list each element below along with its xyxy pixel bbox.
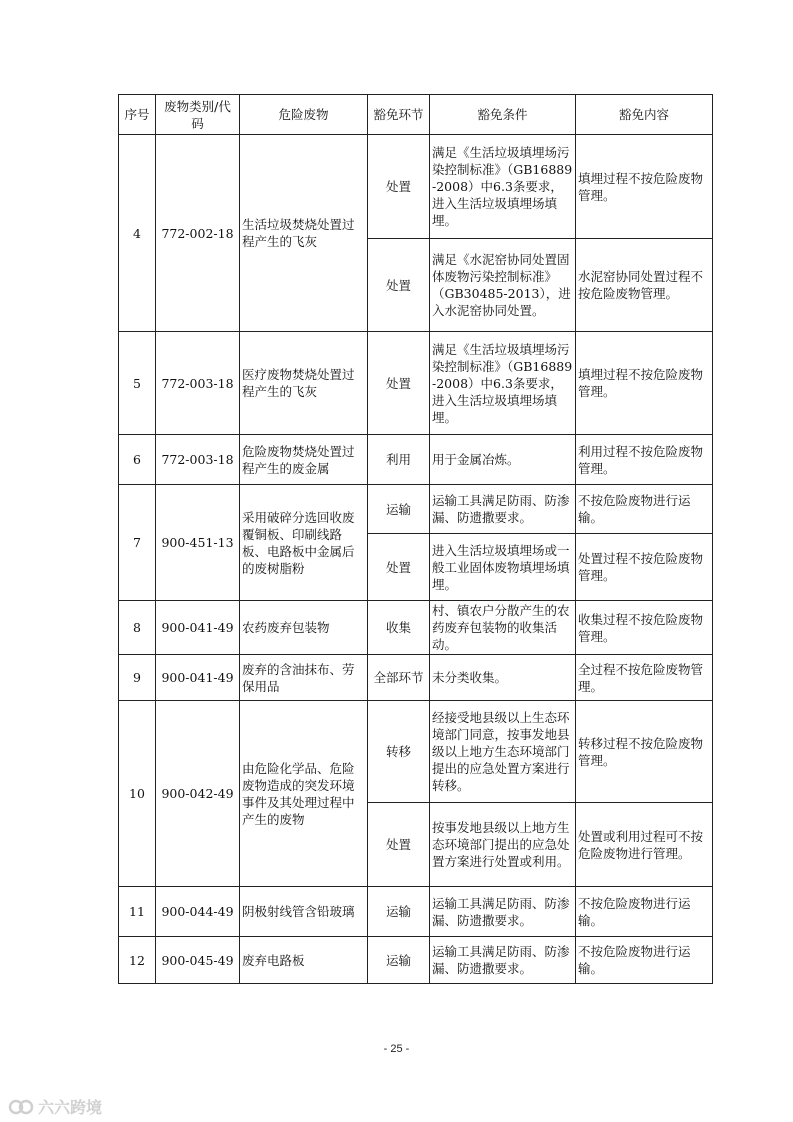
row-content: 全过程不按危险废物管理。 xyxy=(576,655,713,701)
header-row xyxy=(119,95,713,135)
row-code: 772-003-18 xyxy=(156,332,240,435)
row-content: 填埋过程不按危险废物管理。 xyxy=(576,135,713,239)
watermark-logo-icon xyxy=(8,1098,34,1116)
row-waste: 采用破碎分选回收废覆铜板、印刷线路板、电路板中金属后的废树脂粉 xyxy=(240,485,368,601)
table-row xyxy=(119,485,713,534)
row-no: 9 xyxy=(119,655,156,701)
row-waste: 废弃电路板 xyxy=(240,937,368,984)
watermark-text: 六六跨境 xyxy=(38,1098,103,1117)
row-waste: 阴极射线管含铅玻璃 xyxy=(240,887,368,937)
row-content: 转移过程不按危险废物管理。 xyxy=(576,701,713,803)
row-no: 7 xyxy=(119,485,156,601)
row-code: 900-041-49 xyxy=(156,655,240,701)
header-condition: 豁免条件 xyxy=(430,95,576,135)
exemption-table xyxy=(118,94,713,984)
row-condition: 运输工具满足防雨、防渗漏、防遗撒要求。 xyxy=(430,887,576,937)
row-stage: 处置 xyxy=(368,135,430,239)
row-stage: 处置 xyxy=(368,332,430,435)
row-no: 6 xyxy=(119,435,156,485)
row-condition: 满足《生活垃圾填埋场污染控制标准》（GB16889-2008）中6.3条要求，进入生活垃圾填埋场填埋。 xyxy=(430,332,576,435)
row-stage: 利用 xyxy=(368,435,430,485)
row-stage: 处置 xyxy=(368,239,430,332)
row-condition: 满足《水泥窑协同处置固体废物污染控制标准》（GB30485-2013），进入水泥窑协同处置。 xyxy=(430,239,576,332)
row-stage: 运输 xyxy=(368,887,430,937)
table-row xyxy=(119,937,713,984)
row-condition: 村、镇农户分散产生的农药废弃包装物的收集活动。 xyxy=(430,601,576,655)
row-stage: 全部环节 xyxy=(368,655,430,701)
header-waste: 危险废物 xyxy=(240,95,368,135)
row-stage: 转移 xyxy=(368,701,430,803)
row-no: 11 xyxy=(119,887,156,937)
page-number: - 25 - xyxy=(383,1043,410,1055)
row-waste: 农药废弃包装物 xyxy=(240,601,368,655)
row-no: 8 xyxy=(119,601,156,655)
row-code: 900-041-49 xyxy=(156,601,240,655)
row-waste: 废弃的含油抹布、劳保用品 xyxy=(240,655,368,701)
row-code: 900-044-49 xyxy=(156,887,240,937)
row-content: 不按危险废物进行运输。 xyxy=(576,485,713,534)
row-content: 利用过程不按危险废物管理。 xyxy=(576,435,713,485)
row-waste: 危险废物焚烧处置过程产生的废金属 xyxy=(240,435,368,485)
table-row xyxy=(119,332,713,435)
row-condition: 运输工具满足防雨、防渗漏、防遗撒要求。 xyxy=(430,937,576,984)
row-code: 900-042-49 xyxy=(156,701,240,887)
row-content: 处置或利用过程可不按危险废物进行管理。 xyxy=(576,803,713,887)
header-code: 废物类别/代码 xyxy=(156,95,240,135)
row-code: 772-003-18 xyxy=(156,435,240,485)
row-stage: 收集 xyxy=(368,601,430,655)
row-condition: 满足《生活垃圾填埋场污染控制标准》（GB16889-2008）中6.3条要求，进入生活垃圾填埋场填埋。 xyxy=(430,135,576,239)
row-stage: 处置 xyxy=(368,534,430,601)
row-code: 772-002-18 xyxy=(156,135,240,332)
row-content: 不按危险废物进行运输。 xyxy=(576,887,713,937)
row-stage: 运输 xyxy=(368,937,430,984)
row-no: 10 xyxy=(119,701,156,887)
row-no: 5 xyxy=(119,332,156,435)
table-row xyxy=(119,887,713,937)
watermark xyxy=(8,1095,102,1118)
row-no: 12 xyxy=(119,937,156,984)
row-condition: 按事发地县级以上地方生态环境部门提出的应急处置方案进行处置或利用。 xyxy=(430,803,576,887)
header-stage: 豁免环节 xyxy=(368,95,430,135)
table-row xyxy=(119,601,713,655)
row-content: 水泥窑协同处置过程不按危险废物管理。 xyxy=(576,239,713,332)
row-code: 900-045-49 xyxy=(156,937,240,984)
header-content: 豁免内容 xyxy=(576,95,713,135)
row-waste: 由危险化学品、危险废物造成的突发环境事件及其处理过程中产生的废物 xyxy=(240,701,368,887)
row-stage: 运输 xyxy=(368,485,430,534)
row-stage: 处置 xyxy=(368,803,430,887)
row-content: 收集过程不按危险废物管理。 xyxy=(576,601,713,655)
row-no: 4 xyxy=(119,135,156,332)
row-condition: 进入生活垃圾填埋场或一般工业固体废物填埋场填埋。 xyxy=(430,534,576,601)
row-condition: 未分类收集。 xyxy=(430,655,576,701)
row-content: 处置过程不按危险废物管理。 xyxy=(576,534,713,601)
table-row xyxy=(119,701,713,803)
row-condition: 经接受地县级以上生态环境部门同意，按事发地县级以上地方生态环境部门提出的应急处置方案进行转移。 xyxy=(430,701,576,803)
header-no: 序号 xyxy=(119,95,156,135)
row-code: 900-451-13 xyxy=(156,485,240,601)
table-row xyxy=(119,655,713,701)
table-row xyxy=(119,435,713,485)
row-condition: 用于金属冶炼。 xyxy=(430,435,576,485)
table-row xyxy=(119,135,713,239)
row-condition: 运输工具满足防雨、防渗漏、防遗撒要求。 xyxy=(430,485,576,534)
row-waste: 医疗废物焚烧处置过程产生的飞灰 xyxy=(240,332,368,435)
row-content: 不按危险废物进行运输。 xyxy=(576,937,713,984)
row-waste: 生活垃圾焚烧处置过程产生的飞灰 xyxy=(240,135,368,332)
row-content: 填埋过程不按危险废物管理。 xyxy=(576,332,713,435)
